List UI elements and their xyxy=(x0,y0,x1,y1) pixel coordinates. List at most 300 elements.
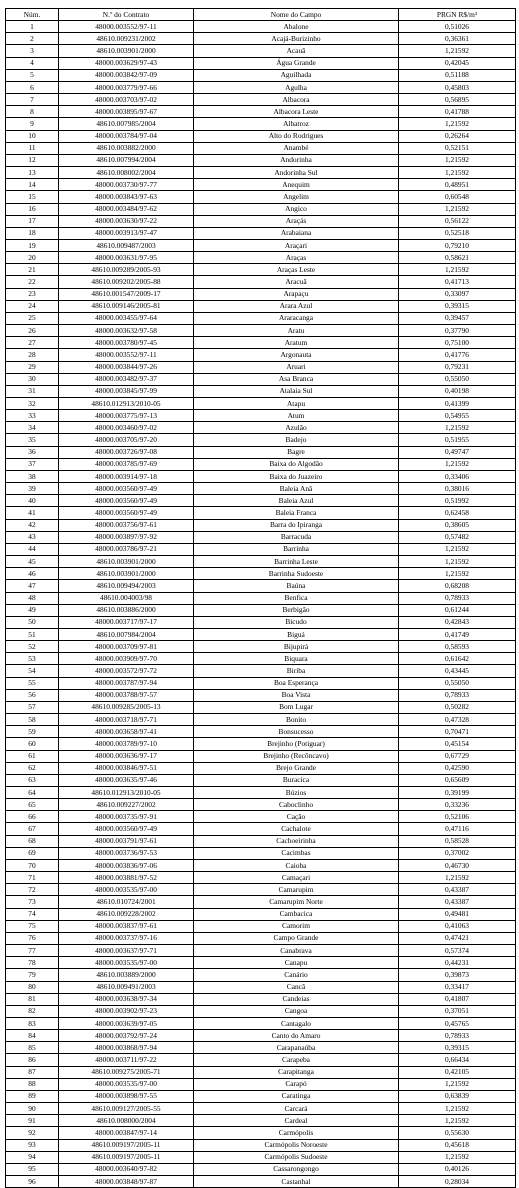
cell-contrato: 48000.003789/97-10 xyxy=(59,738,194,750)
table-row xyxy=(6,969,516,981)
cell-campo: Benfica xyxy=(194,592,399,604)
cell-contrato: 48000.003560/97-49 xyxy=(59,823,194,835)
cell-num: 21 xyxy=(6,264,59,276)
table-row xyxy=(6,361,516,373)
cell-campo: Barrinha Leste xyxy=(194,556,399,568)
cell-contrato: 48000.003658/97-41 xyxy=(59,726,194,738)
cell-prgn: 0,52106 xyxy=(399,811,516,823)
cell-prgn: 0,52518 xyxy=(399,227,516,239)
cell-campo: Berbigão xyxy=(194,604,399,616)
table-row xyxy=(6,337,516,349)
cell-campo: Azulão xyxy=(194,422,399,434)
cell-num: 90 xyxy=(6,1103,59,1115)
header-campo: Nome do Campo xyxy=(194,9,399,21)
table-row xyxy=(6,252,516,264)
table-row xyxy=(6,653,516,665)
table-header-row xyxy=(6,9,516,21)
cell-prgn: 0,61244 xyxy=(399,604,516,616)
cell-num: 70 xyxy=(6,859,59,871)
cell-contrato: 48000.003784/97-04 xyxy=(59,130,194,142)
cell-num: 82 xyxy=(6,1005,59,1017)
cell-prgn: 0,41399 xyxy=(399,398,516,410)
cell-prgn: 0,50282 xyxy=(399,701,516,713)
cell-campo: Araças xyxy=(194,252,399,264)
cell-contrato: 48610.009197/2005-11 xyxy=(59,1151,194,1163)
cell-campo: Atum xyxy=(194,410,399,422)
table-row xyxy=(6,823,516,835)
cell-num: 92 xyxy=(6,1127,59,1139)
cell-contrato: 48000.003535/97-00 xyxy=(59,884,194,896)
table-row xyxy=(6,142,516,154)
cell-contrato: 48000.003717/97-17 xyxy=(59,616,194,628)
cell-num: 51 xyxy=(6,628,59,640)
cell-prgn: 0,37790 xyxy=(399,325,516,337)
cell-contrato: 48000.003786/97-21 xyxy=(59,543,194,555)
cell-campo: Agulha xyxy=(194,81,399,93)
cell-campo: Bicudo xyxy=(194,616,399,628)
cell-campo: Barracuda xyxy=(194,531,399,543)
cell-contrato: 48000.003455/97-64 xyxy=(59,312,194,324)
table-row xyxy=(6,726,516,738)
cell-contrato: 48610.009127/2005-55 xyxy=(59,1103,194,1115)
cell-num: 23 xyxy=(6,288,59,300)
cell-prgn: 1,21592 xyxy=(399,1078,516,1090)
cell-prgn: 0,41749 xyxy=(399,628,516,640)
cell-num: 47 xyxy=(6,580,59,592)
cell-contrato: 48610.007994/2004 xyxy=(59,154,194,166)
cell-prgn: 0,52151 xyxy=(399,142,516,154)
cell-num: 80 xyxy=(6,981,59,993)
cell-prgn: 0,49481 xyxy=(399,908,516,920)
table-row xyxy=(6,495,516,507)
cell-campo: Camarupim Norte xyxy=(194,896,399,908)
cell-campo: Aguilhada xyxy=(194,69,399,81)
cell-prgn: 1,21592 xyxy=(399,154,516,166)
cell-num: 4 xyxy=(6,57,59,69)
cell-num: 32 xyxy=(6,398,59,410)
cell-contrato: 48000.003640/97-82 xyxy=(59,1163,194,1175)
cell-campo: Cação xyxy=(194,811,399,823)
cell-campo: Canário xyxy=(194,969,399,981)
table-row xyxy=(6,434,516,446)
cell-campo: Cambacica xyxy=(194,908,399,920)
cell-contrato: 48000.003775/97-13 xyxy=(59,410,194,422)
cell-num: 27 xyxy=(6,337,59,349)
cell-num: 41 xyxy=(6,507,59,519)
table-row xyxy=(6,94,516,106)
cell-num: 75 xyxy=(6,920,59,932)
cell-prgn: 0,61642 xyxy=(399,653,516,665)
cell-num: 87 xyxy=(6,1066,59,1078)
cell-prgn: 0,47421 xyxy=(399,932,516,944)
table-row xyxy=(6,325,516,337)
cell-prgn: 1,21592 xyxy=(399,872,516,884)
table-row xyxy=(6,677,516,689)
cell-contrato: 48000.003718/97-71 xyxy=(59,714,194,726)
table-row xyxy=(6,1163,516,1175)
cell-prgn: 0,41713 xyxy=(399,276,516,288)
cell-num: 49 xyxy=(6,604,59,616)
cell-contrato: 48000.003868/97-94 xyxy=(59,1042,194,1054)
cell-campo: Carapitanga xyxy=(194,1066,399,1078)
cell-prgn: 0,55050 xyxy=(399,677,516,689)
cell-prgn: 0,62458 xyxy=(399,507,516,519)
cell-contrato: 48000.003836/97-06 xyxy=(59,859,194,871)
table-row xyxy=(6,1103,516,1115)
cell-contrato: 48000.003792/97-24 xyxy=(59,1030,194,1042)
cell-campo: Abalone xyxy=(194,21,399,33)
cell-campo: Búzios xyxy=(194,787,399,799)
cell-num: 35 xyxy=(6,434,59,446)
cell-campo: Andorinha xyxy=(194,154,399,166)
cell-campo: Cardeal xyxy=(194,1115,399,1127)
cell-num: 93 xyxy=(6,1139,59,1151)
cell-campo: Baixa do Juazeiro xyxy=(194,470,399,482)
cell-campo: Cachalote xyxy=(194,823,399,835)
cell-contrato: 48000.003560/97-49 xyxy=(59,483,194,495)
table-row xyxy=(6,762,516,774)
table-row xyxy=(6,154,516,166)
cell-contrato: 48000.003482/97-37 xyxy=(59,373,194,385)
cell-campo: Argonauta xyxy=(194,349,399,361)
cell-prgn: 0,33417 xyxy=(399,981,516,993)
table-row xyxy=(6,628,516,640)
table-row xyxy=(6,410,516,422)
table-row xyxy=(6,507,516,519)
cell-contrato: 48610.009275/2005-71 xyxy=(59,1066,194,1078)
table-row xyxy=(6,945,516,957)
cell-campo: Água Grande xyxy=(194,57,399,69)
table-row xyxy=(6,288,516,300)
cell-num: 58 xyxy=(6,714,59,726)
cell-num: 7 xyxy=(6,94,59,106)
cell-contrato: 48610.009494/2003 xyxy=(59,580,194,592)
cell-prgn: 1,21592 xyxy=(399,568,516,580)
table-row xyxy=(6,592,516,604)
table-row xyxy=(6,1005,516,1017)
cell-prgn: 0,51992 xyxy=(399,495,516,507)
cell-campo: Cassarongongo xyxy=(194,1163,399,1175)
cell-prgn: 1,21592 xyxy=(399,543,516,555)
cell-num: 15 xyxy=(6,191,59,203)
table-row xyxy=(6,1127,516,1139)
cell-prgn: 0,51955 xyxy=(399,434,516,446)
cell-contrato: 48000.003909/97-70 xyxy=(59,653,194,665)
table-row xyxy=(6,45,516,57)
cell-contrato: 48610.003882/2000 xyxy=(59,142,194,154)
cell-prgn: 0,60548 xyxy=(399,191,516,203)
table-row xyxy=(6,312,516,324)
cell-contrato: 48610.003901/2000 xyxy=(59,45,194,57)
cell-prgn: 1,21592 xyxy=(399,264,516,276)
cell-num: 13 xyxy=(6,167,59,179)
cell-contrato: 48000.003572/97-72 xyxy=(59,665,194,677)
cell-prgn: 0,47116 xyxy=(399,823,516,835)
cell-contrato: 48000.003914/97-18 xyxy=(59,470,194,482)
cell-campo: Baleia Anã xyxy=(194,483,399,495)
cell-contrato: 48000.003837/97-61 xyxy=(59,920,194,932)
cell-contrato: 48610.009231/2002 xyxy=(59,33,194,45)
cell-campo: Cantagalo xyxy=(194,1017,399,1029)
cell-prgn: 0,43445 xyxy=(399,665,516,677)
table-row xyxy=(6,665,516,677)
cell-contrato: 48000.003726/97-08 xyxy=(59,446,194,458)
cell-contrato: 48000.003730/97-77 xyxy=(59,179,194,191)
cell-num: 11 xyxy=(6,142,59,154)
table-row xyxy=(6,981,516,993)
cell-campo: Anambé xyxy=(194,142,399,154)
cell-num: 5 xyxy=(6,69,59,81)
cell-contrato: 48000.003788/97-57 xyxy=(59,689,194,701)
cell-prgn: 0,63839 xyxy=(399,1090,516,1102)
cell-prgn: 1,21592 xyxy=(399,556,516,568)
table-row xyxy=(6,33,516,45)
cell-prgn: 0,39199 xyxy=(399,787,516,799)
cell-contrato: 48610.003901/2000 xyxy=(59,568,194,580)
cell-contrato: 48000.003756/97-61 xyxy=(59,519,194,531)
cell-contrato: 48000.003913/97-47 xyxy=(59,227,194,239)
cell-contrato: 48610.008000/2004 xyxy=(59,1115,194,1127)
cell-campo: Atapu xyxy=(194,398,399,410)
cell-num: 78 xyxy=(6,957,59,969)
table-row xyxy=(6,1066,516,1078)
cell-num: 44 xyxy=(6,543,59,555)
cell-num: 29 xyxy=(6,361,59,373)
table-row xyxy=(6,896,516,908)
cell-prgn: 1,21592 xyxy=(399,167,516,179)
cell-contrato: 48610.009487/2003 xyxy=(59,239,194,251)
cell-campo: Atalaia Sul xyxy=(194,385,399,397)
cell-num: 81 xyxy=(6,993,59,1005)
cell-num: 25 xyxy=(6,312,59,324)
cell-contrato: 48000.003705/97-20 xyxy=(59,434,194,446)
cell-prgn: 1,21592 xyxy=(399,422,516,434)
cell-num: 64 xyxy=(6,787,59,799)
cell-num: 67 xyxy=(6,823,59,835)
cell-campo: Arabaiana xyxy=(194,227,399,239)
cell-campo: Brejo Grande xyxy=(194,762,399,774)
cell-prgn: 0,44231 xyxy=(399,957,516,969)
cell-prgn: 0,39457 xyxy=(399,312,516,324)
table-row xyxy=(6,543,516,555)
table-row xyxy=(6,191,516,203)
cell-prgn: 0,42843 xyxy=(399,616,516,628)
prgn-table xyxy=(5,8,516,1188)
cell-num: 72 xyxy=(6,884,59,896)
cell-campo: Camaçari xyxy=(194,872,399,884)
cell-contrato: 48000.003787/97-94 xyxy=(59,677,194,689)
cell-campo: Cancã xyxy=(194,981,399,993)
cell-prgn: 0,66434 xyxy=(399,1054,516,1066)
cell-num: 60 xyxy=(6,738,59,750)
cell-num: 31 xyxy=(6,385,59,397)
cell-contrato: 48000.003895/97-67 xyxy=(59,106,194,118)
cell-campo: Baleia Franca xyxy=(194,507,399,519)
cell-contrato: 48610.012913/2010-05 xyxy=(59,787,194,799)
cell-contrato: 48000.003843/97-63 xyxy=(59,191,194,203)
cell-prgn: 0,79231 xyxy=(399,361,516,373)
cell-campo: Carcará xyxy=(194,1103,399,1115)
cell-campo: Albacora xyxy=(194,94,399,106)
cell-campo: Canabrava xyxy=(194,945,399,957)
cell-campo: Badejo xyxy=(194,434,399,446)
cell-num: 69 xyxy=(6,847,59,859)
table-row xyxy=(6,300,516,312)
cell-campo: Carapó xyxy=(194,1078,399,1090)
cell-campo: Carapeba xyxy=(194,1054,399,1066)
table-row xyxy=(6,106,516,118)
cell-prgn: 1,21592 xyxy=(399,1103,516,1115)
cell-campo: Brejinho (Recôncavo) xyxy=(194,750,399,762)
cell-contrato: 48000.003560/97-49 xyxy=(59,495,194,507)
table-row xyxy=(6,1090,516,1102)
table-row xyxy=(6,859,516,871)
cell-num: 26 xyxy=(6,325,59,337)
table-row xyxy=(6,774,516,786)
table-row xyxy=(6,556,516,568)
cell-contrato: 48000.003560/97-49 xyxy=(59,507,194,519)
cell-campo: Biquara xyxy=(194,653,399,665)
cell-campo: Bijupirá xyxy=(194,641,399,653)
table-row xyxy=(6,835,516,847)
cell-num: 88 xyxy=(6,1078,59,1090)
cell-campo: Castanhal xyxy=(194,1176,399,1188)
cell-campo: Camorim xyxy=(194,920,399,932)
cell-campo: Bonito xyxy=(194,714,399,726)
cell-num: 86 xyxy=(6,1054,59,1066)
cell-prgn: 0,41063 xyxy=(399,920,516,932)
header-num: Núm. xyxy=(6,9,59,21)
table-row xyxy=(6,276,516,288)
cell-campo: Aruari xyxy=(194,361,399,373)
table-row xyxy=(6,568,516,580)
cell-campo: Baúna xyxy=(194,580,399,592)
cell-num: 6 xyxy=(6,81,59,93)
cell-num: 79 xyxy=(6,969,59,981)
cell-num: 22 xyxy=(6,276,59,288)
cell-prgn: 0,42590 xyxy=(399,762,516,774)
cell-contrato: 48000.003552/97-11 xyxy=(59,349,194,361)
cell-campo: Arapaçu xyxy=(194,288,399,300)
cell-contrato: 48610.009146/2005-81 xyxy=(59,300,194,312)
cell-prgn: 0,43387 xyxy=(399,884,516,896)
cell-campo: Candeias xyxy=(194,993,399,1005)
cell-campo: Barrinha Sudoeste xyxy=(194,568,399,580)
table-row xyxy=(6,811,516,823)
cell-num: 39 xyxy=(6,483,59,495)
table-row xyxy=(6,349,516,361)
cell-prgn: 0,39315 xyxy=(399,300,516,312)
cell-contrato: 48610.007984/2004 xyxy=(59,628,194,640)
cell-campo: Baleia Azul xyxy=(194,495,399,507)
cell-num: 20 xyxy=(6,252,59,264)
cell-campo: Andorinha Sul xyxy=(194,167,399,179)
cell-contrato: 48610.004003/98 xyxy=(59,592,194,604)
cell-campo: Angelim xyxy=(194,191,399,203)
cell-contrato: 48610.003901/2000 xyxy=(59,556,194,568)
header-contrato: N.º do Contrato xyxy=(59,9,194,21)
cell-contrato: 48610.012913/2010-05 xyxy=(59,398,194,410)
table-row xyxy=(6,957,516,969)
cell-prgn: 0,37051 xyxy=(399,1005,516,1017)
cell-campo: Aratum xyxy=(194,337,399,349)
cell-prgn: 0,40198 xyxy=(399,385,516,397)
table-row xyxy=(6,1139,516,1151)
cell-contrato: 48000.003703/97-02 xyxy=(59,94,194,106)
cell-prgn: 0,39315 xyxy=(399,1042,516,1054)
cell-campo: Carmópolis xyxy=(194,1127,399,1139)
table-row xyxy=(6,531,516,543)
cell-prgn: 0,41776 xyxy=(399,349,516,361)
cell-num: 46 xyxy=(6,568,59,580)
cell-prgn: 0,58593 xyxy=(399,641,516,653)
cell-campo: Canapu xyxy=(194,957,399,969)
cell-num: 17 xyxy=(6,215,59,227)
table-row xyxy=(6,264,516,276)
cell-num: 9 xyxy=(6,118,59,130)
table-row xyxy=(6,932,516,944)
cell-campo: Alto do Rodrigues xyxy=(194,130,399,142)
table-row xyxy=(6,908,516,920)
table-row xyxy=(6,69,516,81)
cell-num: 73 xyxy=(6,896,59,908)
table-row xyxy=(6,215,516,227)
cell-prgn: 0,78933 xyxy=(399,1030,516,1042)
cell-contrato: 48000.003629/97-43 xyxy=(59,57,194,69)
cell-campo: Albacora Leste xyxy=(194,106,399,118)
cell-contrato: 48610.008002/2004 xyxy=(59,167,194,179)
cell-prgn: 0,42105 xyxy=(399,1066,516,1078)
table-row xyxy=(6,483,516,495)
cell-contrato: 48000.003552/97-11 xyxy=(59,21,194,33)
cell-num: 14 xyxy=(6,179,59,191)
cell-prgn: 0,48951 xyxy=(399,179,516,191)
cell-num: 3 xyxy=(6,45,59,57)
cell-contrato: 48000.003637/97-71 xyxy=(59,945,194,957)
cell-contrato: 48610.003886/2000 xyxy=(59,604,194,616)
cell-prgn: 0,41788 xyxy=(399,106,516,118)
cell-contrato: 48610.009289/2005-93 xyxy=(59,264,194,276)
cell-campo: Acauã xyxy=(194,45,399,57)
cell-contrato: 48610.009228/2002 xyxy=(59,908,194,920)
cell-contrato: 48000.003635/97-46 xyxy=(59,774,194,786)
cell-campo: Asa Branca xyxy=(194,373,399,385)
table-row xyxy=(6,179,516,191)
cell-contrato: 48000.003630/97-22 xyxy=(59,215,194,227)
cell-campo: Baixa do Algodão xyxy=(194,458,399,470)
header-prgn: PRGN R$/m³ xyxy=(399,9,516,21)
table-row xyxy=(6,580,516,592)
cell-prgn: 0,75100 xyxy=(399,337,516,349)
table-row xyxy=(6,398,516,410)
cell-num: 12 xyxy=(6,154,59,166)
cell-num: 53 xyxy=(6,653,59,665)
cell-prgn: 0,28034 xyxy=(399,1176,516,1188)
cell-campo: Barra do Ipiranga xyxy=(194,519,399,531)
cell-contrato: 48000.003636/97-17 xyxy=(59,750,194,762)
cell-contrato: 48000.003785/97-69 xyxy=(59,458,194,470)
cell-num: 16 xyxy=(6,203,59,215)
cell-num: 85 xyxy=(6,1042,59,1054)
cell-contrato: 48000.003535/97-00 xyxy=(59,1078,194,1090)
cell-contrato: 48000.003460/97-02 xyxy=(59,422,194,434)
cell-prgn: 1,21592 xyxy=(399,1151,516,1163)
cell-contrato: 48000.003845/97-99 xyxy=(59,385,194,397)
cell-campo: Cachoeirinha xyxy=(194,835,399,847)
cell-num: 89 xyxy=(6,1090,59,1102)
cell-campo: Campo Grande xyxy=(194,932,399,944)
cell-campo: Bagre xyxy=(194,446,399,458)
